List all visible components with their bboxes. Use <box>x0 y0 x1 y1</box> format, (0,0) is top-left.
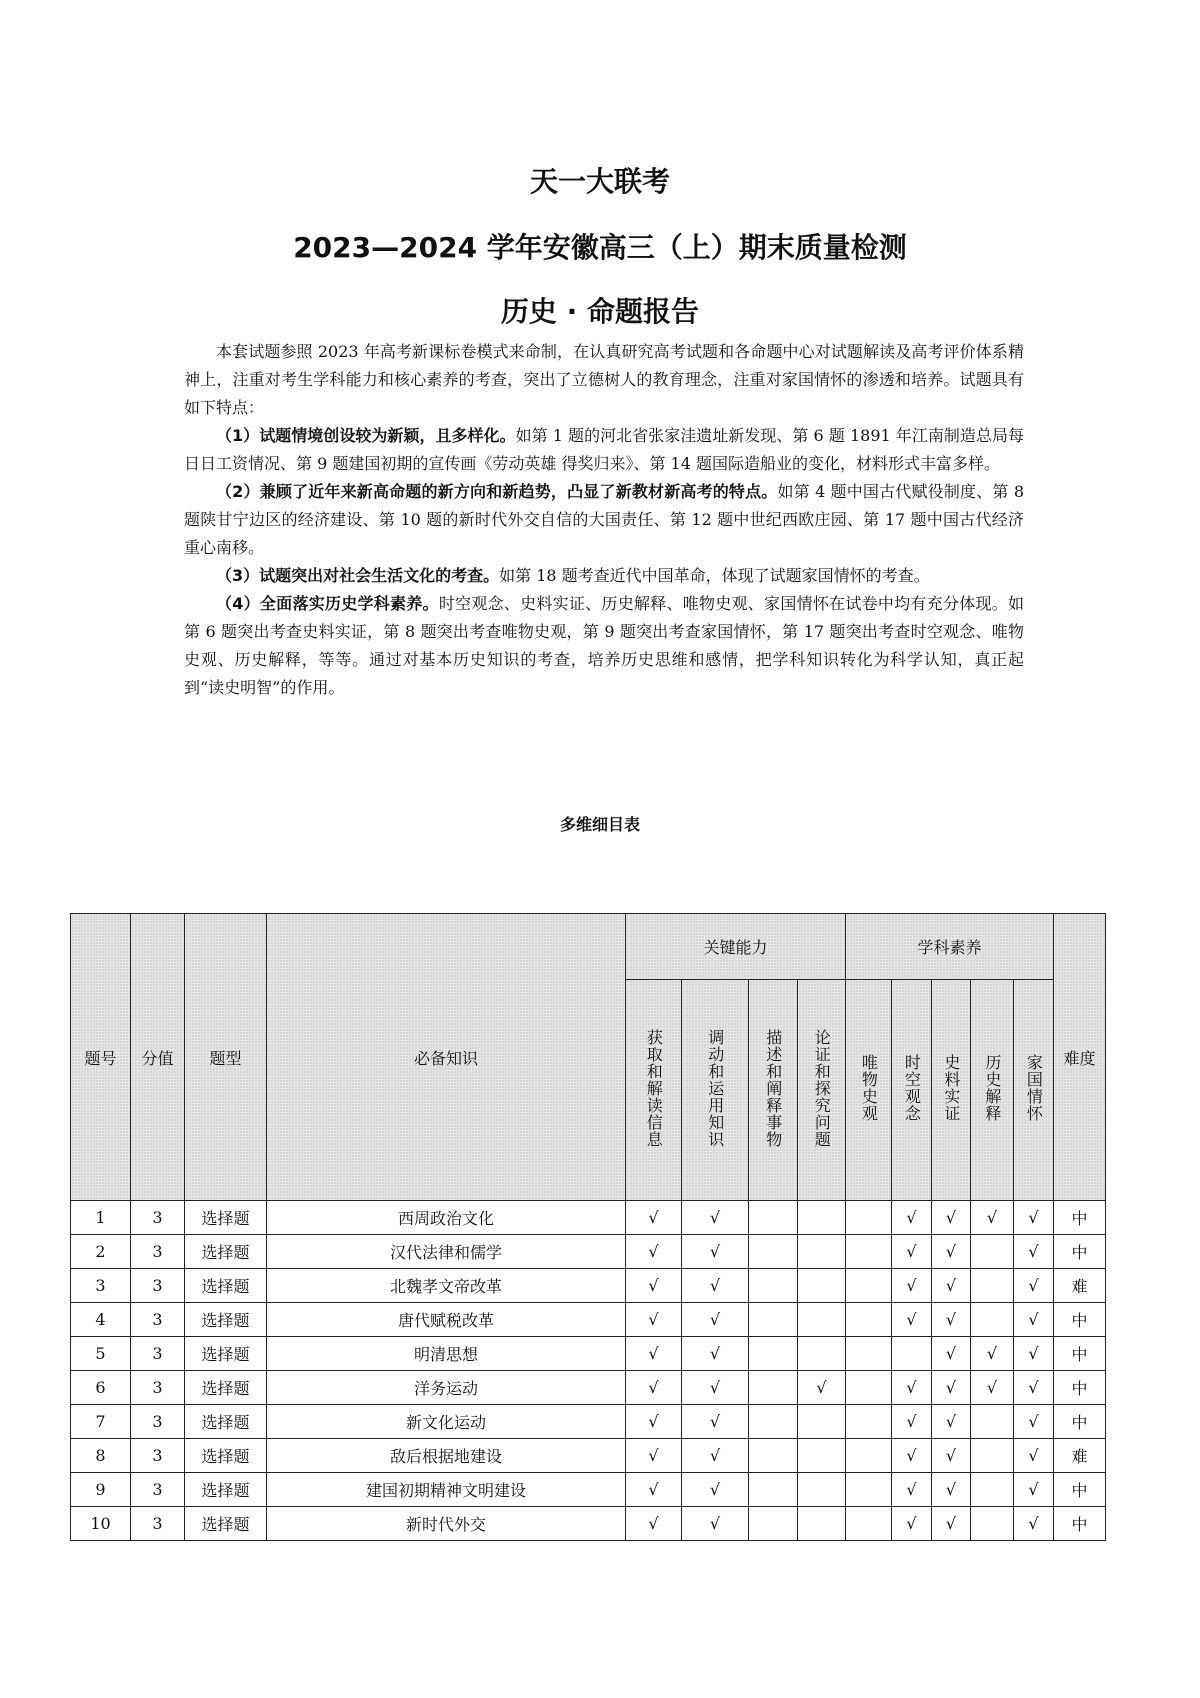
cell-question-type: 选择题 <box>185 1439 267 1473</box>
cell-question-type: 选择题 <box>185 1269 267 1303</box>
cell-ability-check <box>749 1337 798 1371</box>
cell-literacy-check: √ <box>932 1507 971 1541</box>
cell-ability-check: √ <box>626 1269 682 1303</box>
feature-heading-3: （3）试题突出对社会生活文化的考查。 <box>216 566 500 585</box>
cell-literacy-check <box>971 1507 1014 1541</box>
cell-ability-check: √ <box>626 1337 682 1371</box>
header-literacy <box>892 980 932 1201</box>
feature-paragraph-1 <box>184 422 1024 478</box>
cell-literacy-check: √ <box>892 1507 932 1541</box>
cell-question-type: 选择题 <box>185 1473 267 1507</box>
cell-question-number: 7 <box>71 1405 131 1439</box>
header-literacy-label: 时空观念 <box>902 1054 922 1122</box>
cell-literacy-check: √ <box>971 1201 1014 1235</box>
cell-literacy-check <box>846 1371 892 1405</box>
cell-literacy-check: √ <box>1014 1439 1054 1473</box>
cell-literacy-check <box>846 1201 892 1235</box>
cell-literacy-check: √ <box>1014 1235 1054 1269</box>
cell-difficulty: 中 <box>1054 1473 1106 1507</box>
cell-knowledge: 洋务运动 <box>267 1371 626 1405</box>
cell-literacy-check: √ <box>932 1439 971 1473</box>
table-row <box>71 1303 1106 1337</box>
cell-difficulty: 中 <box>1054 1337 1106 1371</box>
cell-ability-check: √ <box>626 1235 682 1269</box>
header-literacy <box>971 980 1014 1201</box>
cell-knowledge: 北魏孝文帝改革 <box>267 1269 626 1303</box>
cell-ability-check: √ <box>626 1507 682 1541</box>
cell-score: 3 <box>131 1473 185 1507</box>
cell-literacy-check: √ <box>1014 1507 1054 1541</box>
cell-literacy-check: √ <box>892 1269 932 1303</box>
cell-ability-check: √ <box>682 1269 749 1303</box>
cell-knowledge: 汉代法律和儒学 <box>267 1235 626 1269</box>
header-ability <box>682 980 749 1201</box>
feature-paragraph-3 <box>184 562 1024 590</box>
cell-knowledge: 敌后根据地建设 <box>267 1439 626 1473</box>
cell-literacy-check <box>971 1405 1014 1439</box>
cell-difficulty: 中 <box>1054 1371 1106 1405</box>
cell-ability-check: √ <box>626 1371 682 1405</box>
cell-ability-check <box>798 1201 846 1235</box>
header-ability-label: 获取和解读信息 <box>644 1028 664 1148</box>
cell-ability-check <box>798 1303 846 1337</box>
cell-literacy-check: √ <box>932 1337 971 1371</box>
feature-paragraph-4 <box>184 590 1024 702</box>
feature-heading-4: （4）全面落实历史学科素养。 <box>216 594 439 613</box>
cell-ability-check <box>749 1371 798 1405</box>
cell-difficulty: 中 <box>1054 1405 1106 1439</box>
header-literacy-label: 历史解释 <box>982 1054 1002 1122</box>
cell-literacy-check <box>892 1337 932 1371</box>
cell-ability-check <box>798 1473 846 1507</box>
feature-text-4: 时空观念、史料实证、历史解释、唯物史观、家国情怀在试卷中均有充分体现。如第 6 题突出考查史料实证，第 8 题突出考查唯物史观，第 9 题突出考查家国情怀，第 17 题突出考查时空观念、唯物史观、历史解释，等等。通过对基本历史知识的考查，培养历史思维和感情，把学科知识转化为科学认知，真正起到“读史明智”的作用。 <box>184 594 1024 697</box>
cell-literacy-check: √ <box>932 1303 971 1337</box>
cell-literacy-check: √ <box>932 1201 971 1235</box>
cell-literacy-check: √ <box>1014 1473 1054 1507</box>
document-title: 天一大联考 <box>529 165 670 198</box>
cell-literacy-check <box>971 1235 1014 1269</box>
table-row <box>71 1201 1106 1235</box>
header-literacy <box>932 980 971 1201</box>
feature-text-3: 如第 18 题考查近代中国革命，体现了试题家国情怀的考查。 <box>499 566 930 585</box>
cell-question-number: 2 <box>71 1235 131 1269</box>
cell-literacy-check: √ <box>932 1473 971 1507</box>
table-row <box>71 1507 1106 1541</box>
header-literacy-label: 史料实证 <box>941 1054 961 1122</box>
cell-ability-check: √ <box>682 1337 749 1371</box>
cell-knowledge: 新时代外交 <box>267 1507 626 1541</box>
cell-question-number: 4 <box>71 1303 131 1337</box>
cell-ability-check <box>798 1337 846 1371</box>
table-body <box>71 1201 1106 1541</box>
cell-literacy-check: √ <box>971 1371 1014 1405</box>
cell-literacy-check <box>846 1507 892 1541</box>
header-ability-label: 调动和运用知识 <box>705 1028 725 1148</box>
report-title: 历史 · 命题报告 <box>500 295 700 328</box>
header-ability <box>798 980 846 1201</box>
feature-text-1: 如第 1 题的河北省张家洼遗址新发现、第 6 题 1891 年江南制造总局每日日工资情况、第 9 题建国初期的宣传画《劳动英雄 得奖归来》、第 14 题国际造船业的变化，材料形式丰富多样。 <box>184 426 1024 473</box>
cell-question-number: 6 <box>71 1371 131 1405</box>
cell-ability-check: √ <box>682 1371 749 1405</box>
cell-score: 3 <box>131 1337 185 1371</box>
table-row <box>71 1405 1106 1439</box>
cell-question-number: 9 <box>71 1473 131 1507</box>
cell-knowledge: 建国初期精神文明建设 <box>267 1473 626 1507</box>
header-literacy-label: 唯物史观 <box>859 1054 879 1122</box>
table-row <box>71 1269 1106 1303</box>
cell-question-number: 5 <box>71 1337 131 1371</box>
cell-literacy-check: √ <box>892 1201 932 1235</box>
header-literacy <box>1014 980 1054 1201</box>
cell-literacy-check: √ <box>892 1405 932 1439</box>
cell-ability-check: √ <box>682 1303 749 1337</box>
cell-difficulty: 中 <box>1054 1507 1106 1541</box>
cell-literacy-check: √ <box>1014 1201 1054 1235</box>
header-ability <box>626 980 682 1201</box>
header-ability-label: 描述和阐释事物 <box>763 1028 783 1148</box>
cell-question-type: 选择题 <box>185 1371 267 1405</box>
feature-heading-2: （2）兼顾了近年来新高命题的新方向和新趋势，凸显了新教材新高考的特点。 <box>216 482 778 501</box>
cell-literacy-check <box>846 1269 892 1303</box>
cell-literacy-check <box>971 1439 1014 1473</box>
cell-ability-check: √ <box>626 1405 682 1439</box>
cell-ability-check: √ <box>682 1201 749 1235</box>
cell-ability-check <box>749 1507 798 1541</box>
cell-literacy-check: √ <box>1014 1337 1054 1371</box>
cell-difficulty: 中 <box>1054 1201 1106 1235</box>
cell-score: 3 <box>131 1201 185 1235</box>
cell-ability-check: √ <box>682 1507 749 1541</box>
cell-literacy-check: √ <box>971 1337 1014 1371</box>
cell-ability-check <box>798 1439 846 1473</box>
header-score: 分值 <box>131 914 185 1201</box>
feature-text-2: 如第 4 题中国古代赋役制度、第 8 题陕甘宁边区的经济建设、第 10 题的新时代外交自信的大国责任、第 12 题中世纪西欧庄园、第 17 题中国古代经济重心南移。 <box>184 482 1024 557</box>
cell-ability-check <box>749 1269 798 1303</box>
cell-score: 3 <box>131 1405 185 1439</box>
cell-literacy-check <box>846 1473 892 1507</box>
cell-question-type: 选择题 <box>185 1405 267 1439</box>
header-required-knowledge: 必备知识 <box>267 914 626 1201</box>
cell-question-type: 选择题 <box>185 1507 267 1541</box>
cell-literacy-check <box>971 1473 1014 1507</box>
cell-literacy-check: √ <box>1014 1371 1054 1405</box>
header-literacy <box>846 980 892 1201</box>
cell-question-type: 选择题 <box>185 1201 267 1235</box>
cell-literacy-check: √ <box>932 1371 971 1405</box>
cell-ability-check: √ <box>626 1439 682 1473</box>
cell-question-number: 10 <box>71 1507 131 1541</box>
cell-literacy-check: √ <box>932 1405 971 1439</box>
intro-section <box>184 338 1024 702</box>
cell-literacy-check <box>846 1439 892 1473</box>
cell-question-type: 选择题 <box>185 1337 267 1371</box>
table-row <box>71 1473 1106 1507</box>
cell-ability-check <box>749 1439 798 1473</box>
cell-question-type: 选择题 <box>185 1235 267 1269</box>
cell-question-number: 1 <box>71 1201 131 1235</box>
cell-ability-check: √ <box>626 1201 682 1235</box>
exam-title: 2023—2024 学年安徽高三（上）期末质量检测 <box>293 231 907 264</box>
table-row <box>71 1439 1106 1473</box>
cell-knowledge: 明清思想 <box>267 1337 626 1371</box>
table-row <box>71 1337 1106 1371</box>
table-caption: 多维细目表 <box>559 815 640 834</box>
cell-literacy-check: √ <box>892 1303 932 1337</box>
cell-ability-check: √ <box>682 1235 749 1269</box>
header-subject-literacy: 学科素养 <box>846 914 1054 980</box>
cell-score: 3 <box>131 1269 185 1303</box>
feature-heading-1: （1）试题情境创设较为新颖，且多样化。 <box>216 426 516 445</box>
cell-ability-check <box>798 1235 846 1269</box>
cell-literacy-check <box>971 1269 1014 1303</box>
header-question-type: 题型 <box>185 914 267 1201</box>
cell-ability-check <box>749 1235 798 1269</box>
cell-ability-check: √ <box>682 1405 749 1439</box>
cell-literacy-check: √ <box>1014 1405 1054 1439</box>
cell-ability-check: √ <box>626 1473 682 1507</box>
cell-literacy-check <box>846 1405 892 1439</box>
cell-knowledge: 西周政治文化 <box>267 1201 626 1235</box>
cell-literacy-check <box>846 1337 892 1371</box>
header-literacy-label: 家国情怀 <box>1024 1054 1044 1122</box>
cell-ability-check <box>798 1269 846 1303</box>
cell-difficulty: 难 <box>1054 1269 1106 1303</box>
header-key-ability: 关键能力 <box>626 914 846 980</box>
cell-ability-check <box>749 1473 798 1507</box>
cell-literacy-check <box>971 1303 1014 1337</box>
cell-knowledge: 唐代赋税改革 <box>267 1303 626 1337</box>
cell-ability-check: √ <box>682 1439 749 1473</box>
cell-question-number: 8 <box>71 1439 131 1473</box>
header-ability <box>749 980 798 1201</box>
cell-ability-check <box>749 1405 798 1439</box>
cell-difficulty: 中 <box>1054 1235 1106 1269</box>
cell-ability-check: √ <box>798 1371 846 1405</box>
cell-literacy-check: √ <box>1014 1303 1054 1337</box>
cell-ability-check <box>749 1201 798 1235</box>
cell-difficulty: 难 <box>1054 1439 1106 1473</box>
table-row <box>71 1235 1106 1269</box>
header-ability-label: 论证和探究问题 <box>812 1028 832 1148</box>
cell-ability-check <box>798 1405 846 1439</box>
table-row <box>71 1371 1106 1405</box>
intro-paragraph: 本套试题参照 2023 年高考新课标卷模式来命制，在认真研究高考试题和各命题中心对试题解读及高考评价体系精神上，注重对考生学科能力和核心素养的考查，突出了立德树人的教育理念，注重对家国情怀的渗透和培养。试题具有如下特点： <box>184 342 1024 417</box>
cell-question-number: 3 <box>71 1269 131 1303</box>
header-question-number: 题号 <box>71 914 131 1201</box>
cell-literacy-check: √ <box>932 1235 971 1269</box>
cell-literacy-check: √ <box>892 1371 932 1405</box>
cell-score: 3 <box>131 1371 185 1405</box>
feature-paragraph-2 <box>184 478 1024 562</box>
cell-knowledge: 新文化运动 <box>267 1405 626 1439</box>
cell-literacy-check: √ <box>892 1473 932 1507</box>
cell-score: 3 <box>131 1439 185 1473</box>
cell-difficulty: 中 <box>1054 1303 1106 1337</box>
cell-ability-check: √ <box>682 1473 749 1507</box>
specification-table <box>70 913 1106 1541</box>
cell-ability-check: √ <box>626 1303 682 1337</box>
cell-literacy-check: √ <box>892 1439 932 1473</box>
cell-ability-check <box>749 1303 798 1337</box>
cell-ability-check <box>798 1507 846 1541</box>
cell-literacy-check <box>846 1303 892 1337</box>
cell-literacy-check: √ <box>932 1269 971 1303</box>
cell-score: 3 <box>131 1507 185 1541</box>
header-difficulty: 难度 <box>1054 914 1106 1201</box>
cell-score: 3 <box>131 1303 185 1337</box>
cell-score: 3 <box>131 1235 185 1269</box>
cell-literacy-check: √ <box>892 1235 932 1269</box>
cell-question-type: 选择题 <box>185 1303 267 1337</box>
cell-literacy-check: √ <box>1014 1269 1054 1303</box>
cell-literacy-check <box>846 1235 892 1269</box>
